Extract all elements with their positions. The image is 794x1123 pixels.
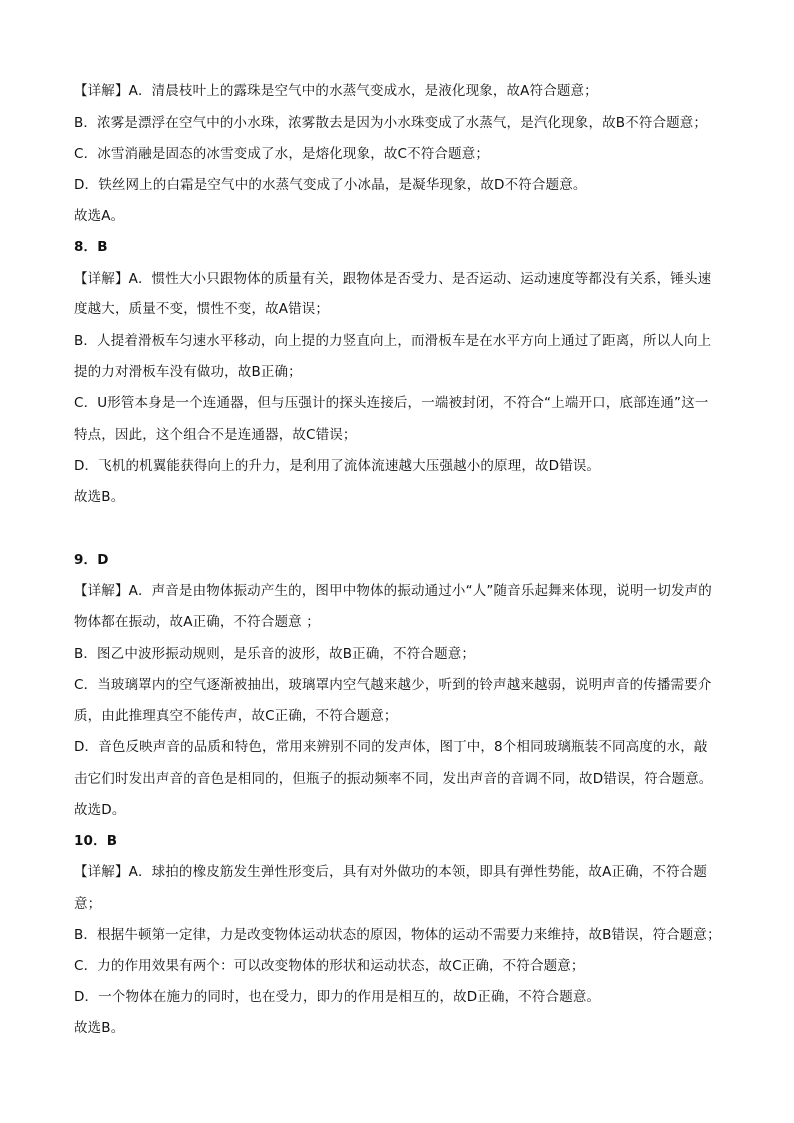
q9-option-c-line1: C．当玻璃罩内的空气逐渐被抽出，玻璃罩内空气越来越少，听到的铃声越来越弱，说明声音的传播需要介 [74,677,712,693]
q10-option-d: D．一个物体在施力的同时，也在受力，即力的作用是相互的，故D正确，不符合题意。 [74,989,601,1005]
q10-option-c: C．力的作用效果有两个：可以改变物体的形状和运动状态，故C正确，不符合题意； [74,958,585,974]
q10-option-b: B．根据牛顿第一定律，力是改变物体运动状态的原因，物体的运动不需要力来维持，故B错误，符合题意； [74,927,721,943]
q7-option-c: C．冰雪消融是固态的冰雪变成了水，是熔化现象，故C不符合题意； [74,146,490,162]
q8-detail-a-line2: 度越大，质量不变，惯性不变，故A错误； [74,301,330,317]
q8-option-c-line1: C．U形管本身是一个连通器，但与压强计的探头连接后，一端被封闭，不符合“上端开口，底部连通”这一 [74,395,709,411]
q8-option-d: D．飞机的机翼能获得向上的升力，是利用了流体流速越大压强越小的原理，故D错误。 [74,458,601,474]
q8-answer: 故选B。 [74,489,125,505]
q8-detail-a-line1: 【详解】A．惯性大小只跟物体的质量有关，跟物体是否受力、是否运动、运动速度等都没有关系，锤头速 [74,271,712,287]
q9-detail-a-line1: 【详解】A．声音是由物体振动产生的，图甲中物体的振动通过小“人”随音乐起舞来体现，说明一切发声的 [74,583,712,599]
q8-option-b-line1: B．人提着滑板车匀速水平移动，向上提的力竖直向上，而滑板车是在水平方向上通过了距离，所以人向上 [74,333,712,349]
q8-option-b-line2: 提的力对滑板车没有做功，故B正确； [74,364,302,380]
q9-option-d-line1: D．音色反映声音的品质和特色，常用来辨别不同的发声体，图丁中，8个相同玻璃瓶装不同高度的水，敲 [74,739,708,755]
q7-option-b: B．浓雾是漂浮在空气中的小水珠，浓雾散去是因为小水珠变成了水蒸气，是汽化现象，故B不符合题意； [74,115,708,131]
q9-option-c-line2: 质，由此推理真空不能传声，故C正确，不符合题意； [74,708,398,724]
q9-option-d-line2: 击它们时发出声音的音色是相同的，但瓶子的振动频率不同，发出声音的音调不同，故D错误，符合题意。 [74,771,713,787]
q9-option-b: B．图乙中波形振动规则，是乐音的波形，故B正确，不符合题意； [74,646,476,662]
q10-detail-a-line1: 【详解】A．球拍的橡皮筋发生弹性形变后，具有对外做功的本领，即具有弹性势能，故A正确，不符合题 [74,864,708,880]
question-9-number: 9．D [74,552,109,568]
q10-detail-a-line2: 意； [74,896,102,912]
q9-detail-a-line2: 物体都在振动，故A正确，不符合题意 ； [74,614,320,630]
q8-option-c-line2: 特点，因此，这个组合不是连通器，故C错误； [74,427,357,443]
q10-answer: 故选B。 [74,1020,125,1036]
q7-option-d: D．铁丝网上的白霜是空气中的水蒸气变成了小冰晶，是凝华现象，故D不符合题意。 [74,177,587,193]
q7-detail-a: 【详解】A．清晨枝叶上的露珠是空气中的水蒸气变成水，是液化现象，故A符合题意； [74,83,598,99]
q9-answer: 故选D。 [74,802,126,818]
question-8-number: 8．B [74,239,108,255]
q7-answer: 故选A。 [74,208,125,224]
question-10-number: 10．B [74,833,118,849]
